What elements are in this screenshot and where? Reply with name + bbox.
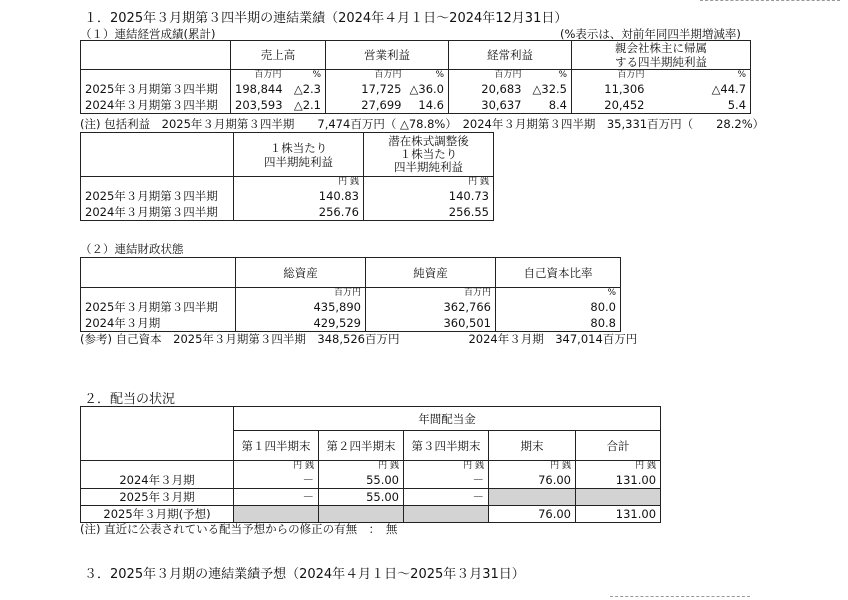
unit-cell: %	[526, 70, 572, 81]
unit-cell: 円 銭	[234, 461, 319, 472]
value-cell: －	[234, 472, 319, 489]
top-edge-mark	[700, 0, 840, 4]
value-cell: △2.3	[286, 81, 326, 97]
value-cell: 76.00	[489, 505, 576, 522]
financial-position-table	[80, 257, 621, 332]
row-label: 2025年３月期(予想)	[81, 505, 234, 522]
header-year-end: 期末	[489, 431, 576, 461]
value-cell: 8.4	[526, 97, 572, 114]
unit-label-cell	[81, 177, 234, 188]
unit-cell: 円 銭	[234, 177, 364, 188]
header-diluted-eps: 潜在株式調整後 １株当たり 四半期純利益	[364, 133, 494, 177]
value-cell: 20,452	[572, 97, 649, 114]
value-cell: 131.00	[576, 505, 661, 522]
value-cell: 55.00	[319, 472, 404, 489]
dividend-revision-note: (注) 直近に公表されている配当予想からの修正の有無 ： 無	[80, 522, 398, 536]
value-cell: 140.73	[364, 188, 494, 204]
header-equity-ratio: 自己資本比率	[496, 258, 621, 288]
header-annual-dividend: 年間配当金	[234, 407, 661, 431]
value-cell: △32.5	[526, 81, 572, 97]
row-label: 2025年３月期第３四半期	[81, 81, 231, 97]
unit-label-cell	[81, 461, 234, 472]
unit-cell: 百万円	[236, 288, 366, 299]
unit-cell: %	[286, 70, 326, 81]
corner-cell	[81, 133, 234, 177]
header-q1-end: 第１四半期末	[234, 431, 319, 461]
value-cell: 11,306	[572, 81, 649, 97]
row-label: 2024年３月期第３四半期	[81, 97, 231, 114]
value-cell: 80.8	[496, 315, 621, 332]
unit-cell: 百万円	[231, 70, 286, 81]
shaded-cell	[234, 505, 319, 522]
comprehensive-income-note: (注) 包括利益 2025年３月期第３四半期 7,474百万円（ △78.8%） 2024年３月期第３四半期 35,331百万円（ 28.2%）	[80, 117, 765, 131]
value-cell: △36.0	[406, 81, 449, 97]
dividends-table	[80, 406, 661, 523]
value-cell: 30,637	[449, 97, 526, 114]
unit-label-cell	[81, 288, 236, 299]
per-share-table	[80, 132, 494, 221]
value-cell: 80.0	[496, 299, 621, 315]
value-cell: 76.00	[489, 472, 576, 489]
unit-cell: 円 銭	[319, 461, 404, 472]
equity-reference-note: (参考) 自己資本 2025年３月期第３四半期 348,526百万円 2024年３月期 347,014百万円	[80, 332, 638, 346]
unit-cell: 円 銭	[489, 461, 576, 472]
value-cell: △2.1	[286, 97, 326, 114]
shaded-cell	[404, 505, 489, 522]
unit-cell: 円 銭	[404, 461, 489, 472]
value-cell: 131.00	[576, 472, 661, 489]
value-cell: 140.83	[234, 188, 364, 204]
sub2-title: （２）連結財政状態	[80, 242, 184, 256]
value-cell: △44.7	[649, 81, 751, 97]
section2-title: ２．配当の状況	[84, 392, 176, 407]
value-cell: 360,501	[366, 315, 496, 332]
value-cell: 198,844	[231, 81, 286, 97]
sub1-note-right: (%表示は、対前年同四半期増減率)	[560, 27, 741, 41]
row-label: 2025年３月期第３四半期	[81, 188, 234, 204]
operating-results-table	[80, 40, 751, 114]
header-operating-income: 営業利益	[326, 41, 449, 70]
header-total-assets: 総資産	[236, 258, 366, 288]
row-label: 2024年３月期	[81, 315, 236, 332]
value-cell: 435,890	[236, 299, 366, 315]
value-cell: 362,766	[366, 299, 496, 315]
value-cell: 256.55	[364, 204, 494, 221]
value-cell: 17,725	[326, 81, 406, 97]
value-cell: 20,683	[449, 81, 526, 97]
shaded-cell	[576, 488, 661, 505]
unit-cell: %	[496, 288, 621, 299]
unit-label-cell	[81, 70, 231, 81]
header-sales: 売上高	[231, 41, 326, 70]
section1-title: １．2025年３月期第３四半期の連結業績（2024年４月１日～2024年12月31日）	[84, 11, 568, 26]
bottom-edge-mark	[610, 596, 750, 600]
value-cell: －	[404, 472, 489, 489]
unit-cell: 百万円	[326, 70, 406, 81]
value-cell: 5.4	[649, 97, 751, 114]
value-cell: 27,699	[326, 97, 406, 114]
unit-cell: %	[406, 70, 449, 81]
unit-cell: 円 銭	[576, 461, 661, 472]
row-label: 2024年３月期第３四半期	[81, 204, 234, 221]
corner-cell	[81, 41, 231, 70]
value-cell: 55.00	[319, 488, 404, 505]
unit-cell: 円 銭	[364, 177, 494, 188]
header-q2-end: 第２四半期末	[319, 431, 404, 461]
corner-cell	[81, 407, 234, 461]
header-total: 合計	[576, 431, 661, 461]
row-label: 2025年３月期	[81, 488, 234, 505]
row-label: 2025年３月期第３四半期	[81, 299, 236, 315]
header-q3-end: 第３四半期末	[404, 431, 489, 461]
unit-cell: 百万円	[366, 288, 496, 299]
row-label: 2024年３月期	[81, 472, 234, 489]
unit-cell: 百万円	[572, 70, 649, 81]
sub1-title: （１）連結経営成績(累計)	[80, 27, 216, 41]
value-cell: 203,593	[231, 97, 286, 114]
value-cell: 256.76	[234, 204, 364, 221]
shaded-cell	[319, 505, 404, 522]
header-net-income: 親会社株主に帰属 する四半期純利益	[572, 41, 751, 70]
unit-cell: 百万円	[449, 70, 526, 81]
unit-cell: %	[649, 70, 751, 81]
corner-cell	[81, 258, 236, 288]
header-ordinary-income: 経常利益	[449, 41, 572, 70]
header-eps: １株当たり 四半期純利益	[234, 133, 364, 177]
shaded-cell	[489, 488, 576, 505]
value-cell: －	[234, 488, 319, 505]
header-net-assets: 純資産	[366, 258, 496, 288]
value-cell: 14.6	[406, 97, 449, 114]
section3-title: ３．2025年３月期の連結業績予想（2024年４月１日～2025年３月31日）	[84, 567, 525, 582]
value-cell: 429,529	[236, 315, 366, 332]
value-cell: －	[404, 488, 489, 505]
